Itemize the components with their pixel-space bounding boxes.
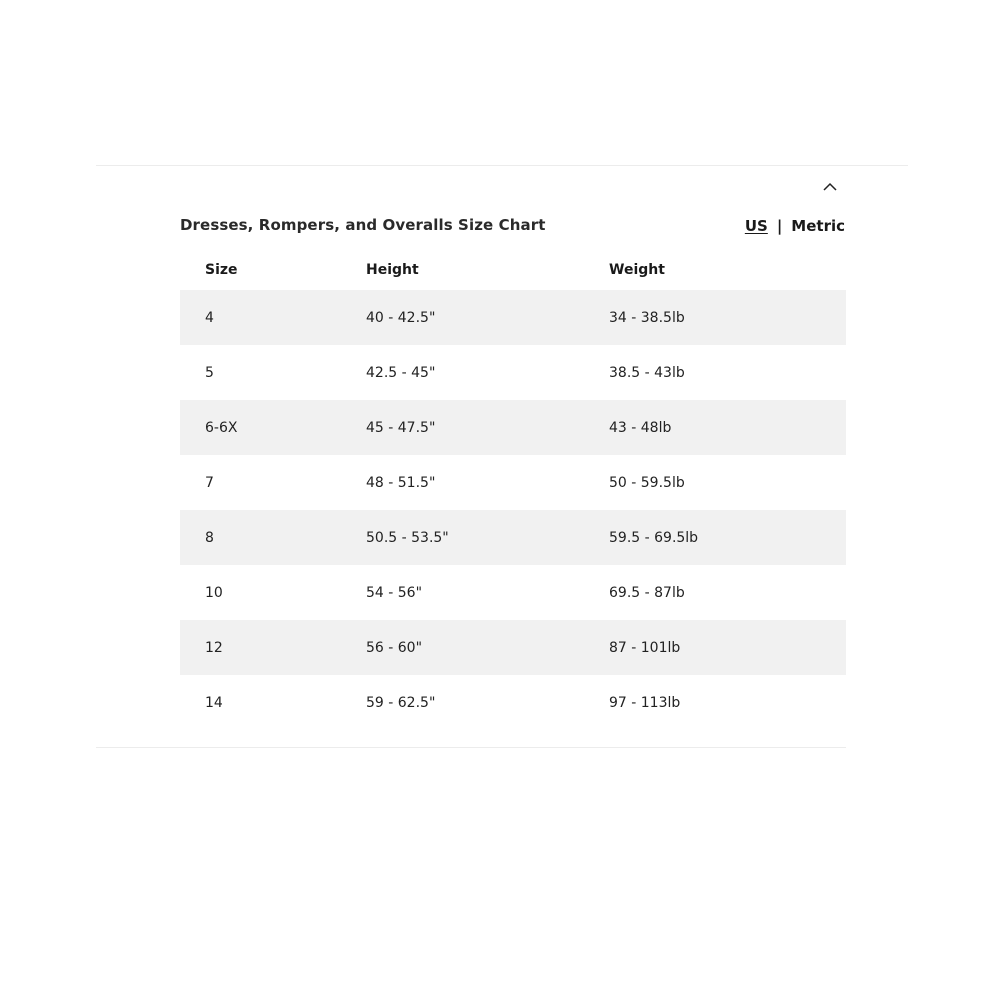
cell-height: 42.5 - 45": [366, 364, 436, 381]
cell-size: 4: [205, 309, 214, 326]
cell-height: 54 - 56": [366, 584, 423, 601]
cell-weight: 50 - 59.5lb: [609, 474, 685, 491]
table-row: [180, 565, 846, 620]
table-row: [180, 455, 846, 510]
cell-weight: 97 - 113lb: [609, 694, 681, 711]
cell-height: 48 - 51.5": [366, 474, 436, 491]
table-row: [180, 620, 846, 675]
unit-toggle: [745, 217, 845, 235]
cell-size: 14: [205, 694, 223, 711]
cell-size: 7: [205, 474, 214, 491]
unit-separator: |: [776, 217, 783, 235]
cell-weight: 38.5 - 43lb: [609, 364, 685, 381]
cell-size: 10: [205, 584, 223, 601]
cell-weight: 69.5 - 87lb: [609, 584, 685, 601]
bottom-divider: [96, 747, 846, 748]
cell-height: 50.5 - 53.5": [366, 529, 449, 546]
cell-height: 45 - 47.5": [366, 419, 436, 436]
cell-height: 59 - 62.5": [366, 694, 436, 711]
cell-size: 12: [205, 639, 223, 656]
unit-metric-link[interactable]: Metric: [791, 217, 845, 235]
header-size: Size: [205, 262, 238, 278]
cell-size: 6-6X: [205, 419, 238, 436]
cell-weight: 34 - 38.5lb: [609, 309, 685, 326]
cell-size: 8: [205, 529, 214, 546]
table-row: [180, 290, 846, 345]
top-divider: [96, 165, 908, 166]
cell-height: 56 - 60": [366, 639, 423, 656]
cell-size: 5: [205, 364, 214, 381]
table-row: [180, 675, 846, 730]
table-row: [180, 400, 846, 455]
table-row: [180, 345, 846, 400]
chevron-up-icon: [823, 182, 837, 191]
cell-weight: 87 - 101lb: [609, 639, 681, 656]
table-header-row: [180, 250, 846, 290]
header-height: Height: [366, 262, 419, 278]
collapse-toggle-button[interactable]: [820, 178, 840, 194]
cell-height: 40 - 42.5": [366, 309, 436, 326]
cell-weight: 43 - 48lb: [609, 419, 672, 436]
cell-weight: 59.5 - 69.5lb: [609, 529, 699, 546]
unit-us-link[interactable]: US: [744, 217, 768, 235]
table-row: [180, 510, 846, 565]
header-weight: Weight: [609, 262, 665, 278]
size-chart-table: [180, 250, 846, 730]
size-chart-title: Dresses, Rompers, and Overalls Size Chart: [180, 216, 546, 234]
